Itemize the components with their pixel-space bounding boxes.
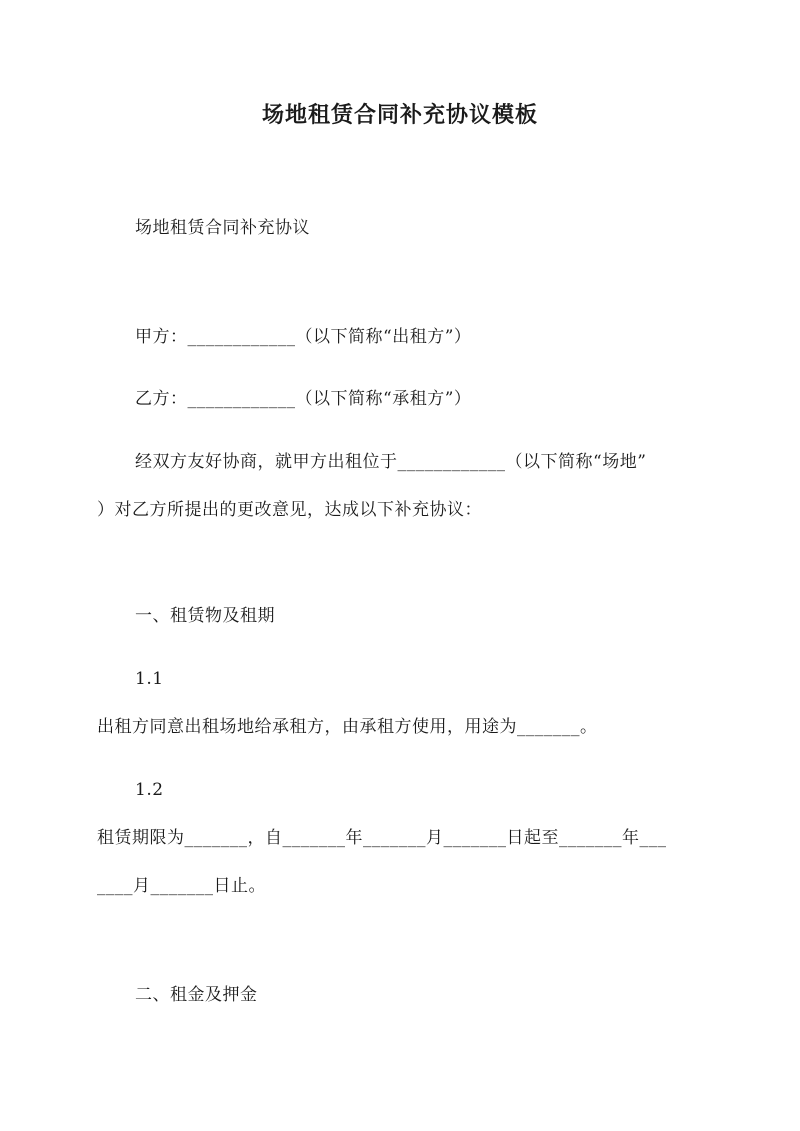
clause-1-1-number: 1.1 bbox=[135, 669, 164, 689]
document-title: 场地租赁合同补充协议模板 bbox=[261, 102, 538, 128]
section-1-heading: 一、租赁物及租期 bbox=[135, 606, 275, 626]
intro-paragraph-line-1: 经双方友好协商，就甲方出租位于____________（以下简称“场地” bbox=[135, 452, 647, 472]
clause-1-2-text-line-2: ____月_______日止。 bbox=[97, 876, 266, 896]
intro-paragraph-line-2: ）对乙方所提出的更改意见，达成以下补充协议： bbox=[97, 500, 482, 520]
clause-1-1-text: 出租方同意出租场地给承租方，由承租方使用，用途为_______。 bbox=[97, 717, 598, 737]
agreement-subtitle: 场地租赁合同补充协议 bbox=[135, 218, 310, 238]
clause-1-2-number: 1.2 bbox=[135, 780, 164, 800]
clause-1-2-text-line-1: 租赁期限为_______，自_______年_______月_______日起至_______年___ bbox=[97, 828, 667, 848]
section-2-heading: 二、租金及押金 bbox=[135, 985, 258, 1005]
party-a-line: 甲方：____________（以下简称“出租方”） bbox=[135, 327, 472, 347]
party-b-line: 乙方：____________（以下简称“承租方”） bbox=[135, 389, 472, 409]
